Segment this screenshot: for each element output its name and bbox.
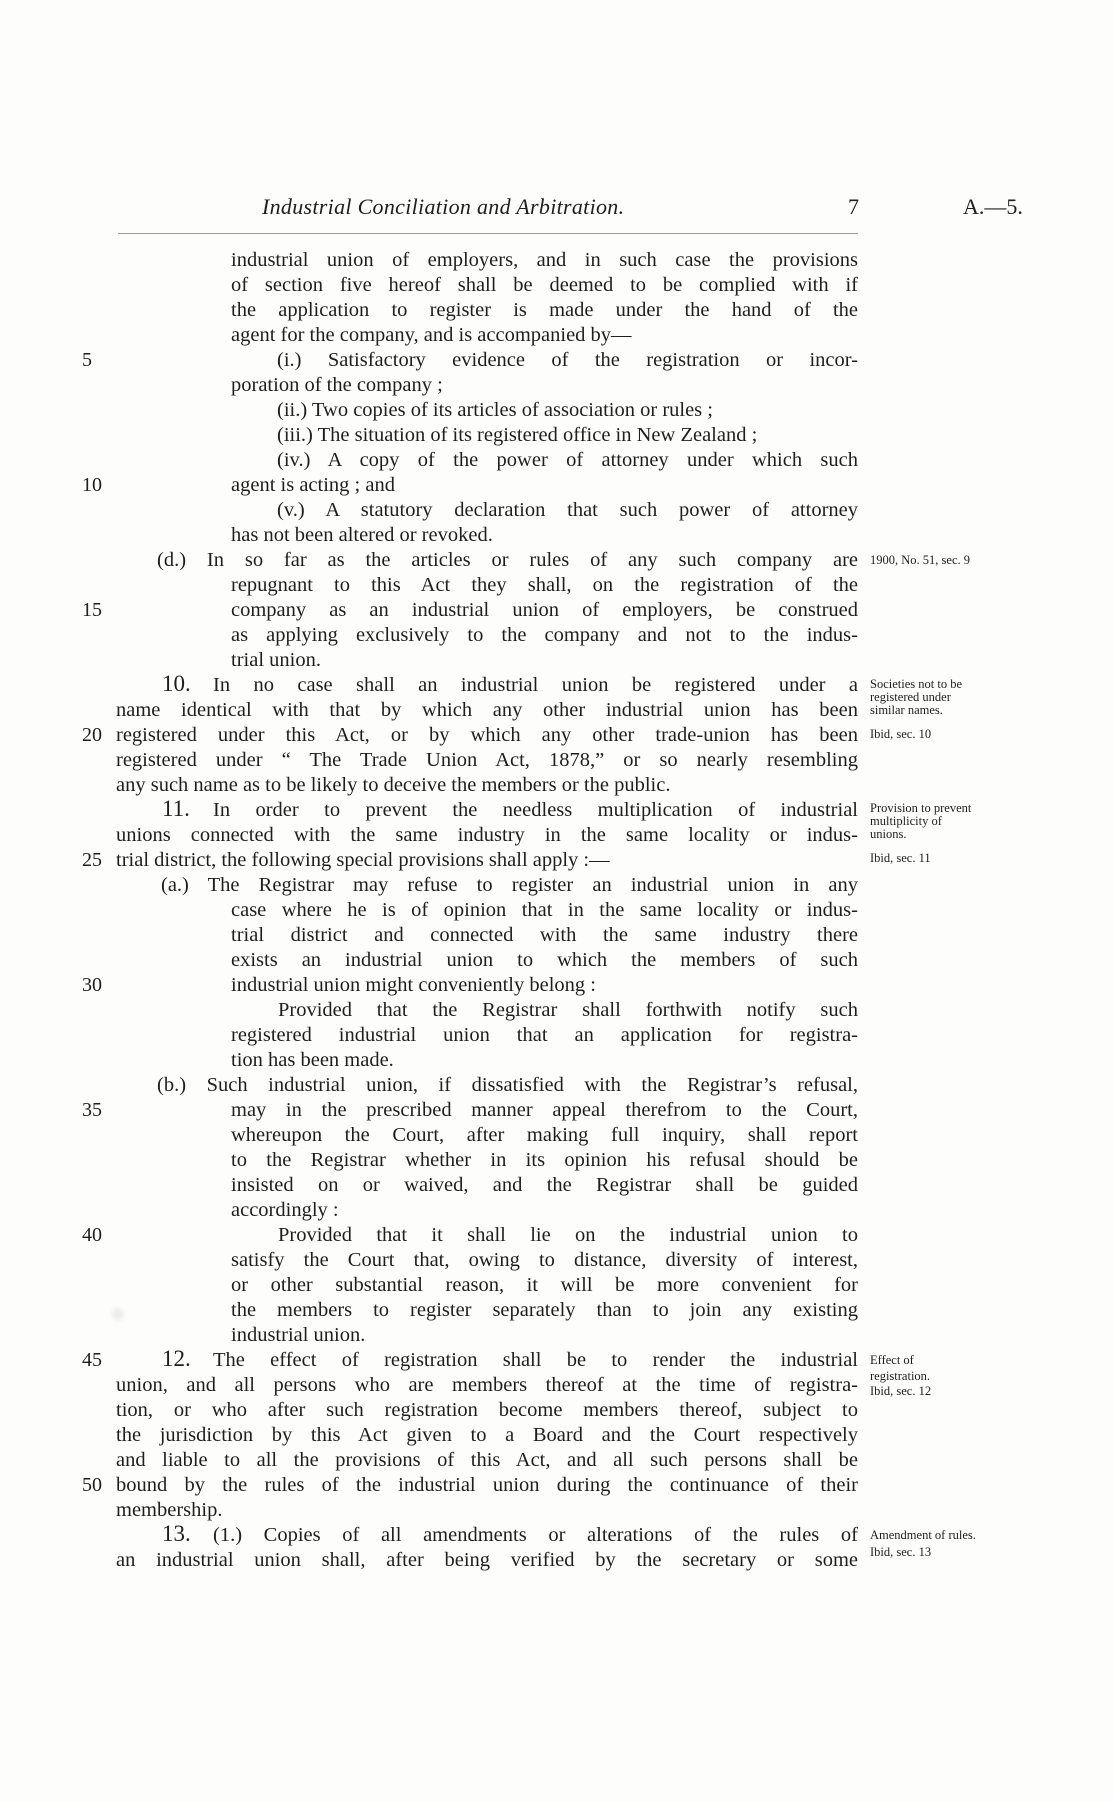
- body-line: agent for the company, and is accompanied by—: [231, 324, 632, 346]
- line-number: 10: [82, 474, 102, 496]
- list-item: agent is acting ; and: [231, 474, 395, 496]
- list-item: poration of the company ;: [231, 374, 443, 396]
- margin-note: Provision to prevent: [870, 801, 972, 815]
- section-11-text: trial district, the following special provisions shall apply :—: [116, 849, 610, 871]
- section-13-text: (1.) Copies of all amendments or alterations of the rules of: [213, 1524, 858, 1546]
- section-12-text: tion, or who after such registration become members thereof, subject to: [116, 1399, 858, 1421]
- section-number: 10.: [162, 671, 191, 696]
- margin-note-citation: 1900, No. 51, sec. 9: [870, 553, 970, 567]
- clause-b: accordingly :: [231, 1199, 339, 1221]
- document-reference: A.—5.: [963, 194, 1023, 219]
- section-number: 11.: [162, 796, 190, 821]
- list-item: has not been altered or revoked.: [231, 524, 493, 546]
- section-12-text: union, and all persons who are members thereof at the time of registra-: [116, 1374, 858, 1396]
- clause-b-proviso: or other substantial reason, it will be more convenient for: [231, 1274, 858, 1296]
- body-line: of section five hereof shall be deemed to be complied with if: [231, 274, 858, 296]
- line-number: 30: [82, 974, 102, 996]
- margin-note: Societies not to be: [870, 677, 962, 691]
- clause-d: (d.) In so far as the articles or rules of any such company are: [157, 549, 858, 571]
- line-number: 35: [82, 1099, 102, 1121]
- section-number: 13.: [162, 1521, 191, 1546]
- line-number: 25: [82, 849, 102, 871]
- section-12-text: The effect of registration shall be to render the industrial: [213, 1349, 858, 1371]
- section-10-text: In no case shall an industrial union be registered under a: [213, 674, 858, 696]
- list-item: (iii.) The situation of its registered office in New Zealand ;: [277, 424, 758, 446]
- margin-note: unions.: [870, 827, 907, 841]
- section-12-text: bound by the rules of the industrial union during the continuance of their: [116, 1474, 858, 1496]
- section-10-text: any such name as to be likely to deceive the members or the public.: [116, 774, 671, 796]
- margin-note: registration.: [870, 1369, 931, 1383]
- section-12-text: the jurisdiction by this Act given to a Board and the Court respectively: [116, 1424, 858, 1446]
- clause-b: whereupon the Court, after making full inquiry, shall report: [231, 1124, 858, 1146]
- list-item: (ii.) Two copies of its articles of association or rules ;: [277, 399, 713, 421]
- clause-b-proviso: industrial union.: [231, 1324, 366, 1346]
- margin-note: Effect of: [870, 1353, 914, 1367]
- clause-a: exists an industrial union to which the members of such: [231, 949, 858, 971]
- line-number: 15: [82, 599, 102, 621]
- margin-note: Amendment of rules.: [870, 1528, 976, 1542]
- header-rule: [118, 233, 858, 234]
- clause-b: to the Registrar whether in its opinion his refusal should be: [231, 1149, 858, 1171]
- clause-b-proviso: Provided that it shall lie on the industrial union to: [278, 1224, 858, 1246]
- clause-d: as applying exclusively to the company and not to the indus-: [231, 624, 858, 646]
- line-number: 50: [82, 1474, 102, 1496]
- clause-b: (b.) Such industrial union, if dissatisfied with the Registrar’s refusal,: [157, 1074, 858, 1096]
- section-10-text: registered under “ The Trade Union Act, 1878,” or so nearly resembling: [116, 749, 858, 771]
- clause-a-proviso: Provided that the Registrar shall forthwith notify such: [278, 999, 858, 1021]
- list-item: (iv.) A copy of the power of attorney under which such: [277, 449, 858, 471]
- line-number: 45: [82, 1349, 102, 1371]
- clause-a: trial district and connected with the same industry there: [231, 924, 858, 946]
- clause-a: industrial union might conveniently belong :: [231, 974, 596, 996]
- list-item: (v.) A statutory declaration that such power of attorney: [277, 499, 858, 521]
- running-header-title: Industrial Conciliation and Arbitration.: [262, 194, 625, 219]
- clause-d: repugnant to this Act they shall, on the registration of the: [231, 574, 858, 596]
- clause-a-proviso: registered industrial union that an application for registra-: [231, 1024, 858, 1046]
- line-number: 40: [82, 1224, 102, 1246]
- section-12-text: membership.: [116, 1499, 223, 1521]
- margin-note-citation: Ibid, sec. 12: [870, 1384, 932, 1398]
- clause-b: insisted on or waived, and the Registrar shall be guided: [231, 1174, 858, 1196]
- margin-note-citation: Ibid, sec. 10: [870, 727, 932, 741]
- clause-b-proviso: satisfy the Court that, owing to distance, diversity of interest,: [231, 1249, 858, 1271]
- line-number: 5: [82, 349, 92, 371]
- clause-a: case where he is of opinion that in the same locality or indus-: [231, 899, 858, 921]
- clause-d: trial union.: [231, 649, 321, 671]
- section-number: 12.: [162, 1346, 191, 1371]
- page-number: 7: [848, 194, 859, 219]
- margin-note: similar names.: [870, 703, 943, 717]
- clause-b-proviso: the members to register separately than to join any existing: [231, 1299, 858, 1321]
- clause-d: company as an industrial union of employers, be construed: [231, 599, 858, 621]
- body-line: industrial union of employers, and in such case the provisions: [231, 249, 858, 271]
- line-number: 20: [82, 724, 102, 746]
- section-13-text: an industrial union shall, after being verified by the secretary or some: [116, 1549, 858, 1571]
- margin-note: multiplicity of: [870, 814, 942, 828]
- clause-a: (a.) The Registrar may refuse to register an industrial union in any: [161, 874, 858, 896]
- section-10-text: name identical with that by which any other industrial union has been: [116, 699, 858, 721]
- clause-a-proviso: tion has been made.: [231, 1049, 394, 1071]
- section-10-text: registered under this Act, or by which any other trade-union has been: [116, 724, 858, 746]
- paper-speck: [110, 1304, 126, 1324]
- section-11-text: In order to prevent the needless multiplication of industrial: [213, 799, 858, 821]
- clause-b: may in the prescribed manner appeal therefrom to the Court,: [231, 1099, 858, 1121]
- margin-note-citation: Ibid, sec. 13: [870, 1545, 932, 1559]
- section-11-text: unions connected with the same industry in the same locality or indus-: [116, 824, 858, 846]
- section-12-text: and liable to all the provisions of this Act, and all such persons shall be: [116, 1449, 858, 1471]
- body-line: the application to register is made under the hand of the: [231, 299, 858, 321]
- list-item: (i.) Satisfactory evidence of the registration or incor-: [277, 349, 858, 371]
- margin-note-citation: Ibid, sec. 11: [870, 851, 931, 865]
- margin-note: registered under: [870, 690, 951, 704]
